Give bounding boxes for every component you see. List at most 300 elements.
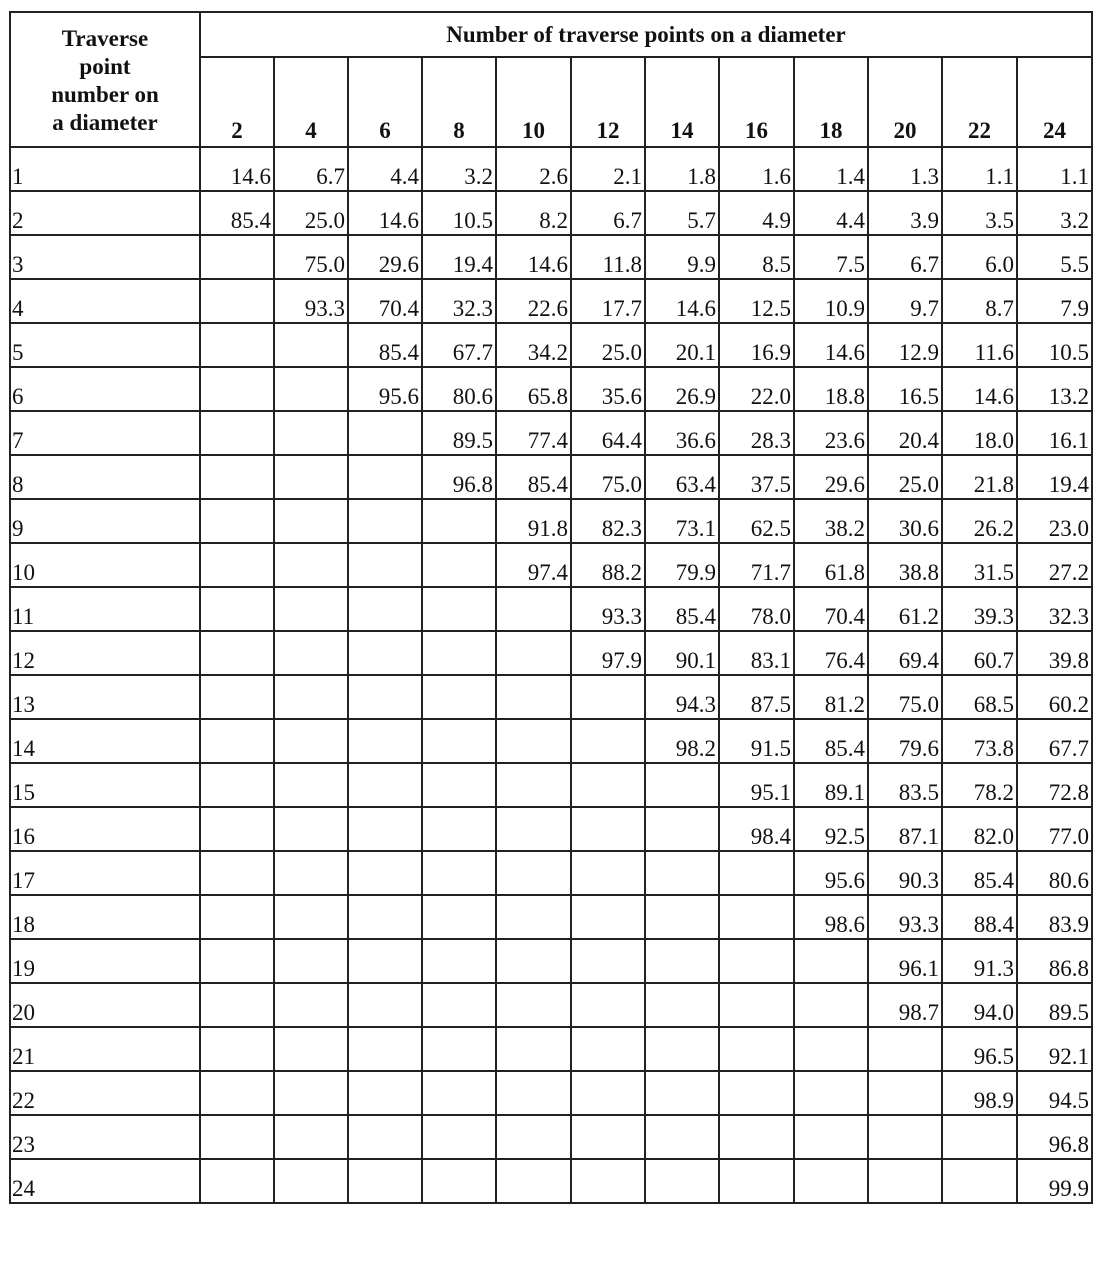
table-cell: 19.4 xyxy=(1017,455,1092,499)
table-cell xyxy=(645,939,719,983)
table-cell: 2.6 xyxy=(496,147,571,191)
table-cell: 14.6 xyxy=(496,235,571,279)
table-cell xyxy=(719,1159,794,1203)
table-cell xyxy=(274,499,348,543)
table-cell xyxy=(348,1071,422,1115)
table-cell: 9.7 xyxy=(868,279,942,323)
table-cell xyxy=(422,543,496,587)
table-cell: 91.5 xyxy=(719,719,794,763)
table-cell: 8.7 xyxy=(942,279,1017,323)
table-cell xyxy=(719,1071,794,1115)
table-cell xyxy=(645,1071,719,1115)
table-cell: 89.5 xyxy=(1017,983,1092,1027)
table-cell: 4.9 xyxy=(719,191,794,235)
row-label: 21 xyxy=(10,1027,200,1071)
table-cell xyxy=(274,543,348,587)
table-cell: 67.7 xyxy=(422,323,496,367)
row-label: 5 xyxy=(10,323,200,367)
table-cell xyxy=(422,851,496,895)
table-cell: 2.1 xyxy=(571,147,645,191)
table-cell xyxy=(496,939,571,983)
table-cell: 71.7 xyxy=(719,543,794,587)
table-cell xyxy=(571,983,645,1027)
table-cell: 11.6 xyxy=(942,323,1017,367)
table-cell xyxy=(422,939,496,983)
table-cell: 3.2 xyxy=(422,147,496,191)
table-cell: 39.3 xyxy=(942,587,1017,631)
table-cell: 32.3 xyxy=(422,279,496,323)
table-cell: 31.5 xyxy=(942,543,1017,587)
row-label: 18 xyxy=(10,895,200,939)
table-cell: 76.4 xyxy=(794,631,868,675)
table-cell xyxy=(422,1115,496,1159)
table-cell: 6.7 xyxy=(868,235,942,279)
table-cell: 73.8 xyxy=(942,719,1017,763)
table-cell xyxy=(794,1071,868,1115)
table-cell xyxy=(348,499,422,543)
table-cell: 81.2 xyxy=(794,675,868,719)
table-cell xyxy=(719,939,794,983)
table-cell xyxy=(348,719,422,763)
table-row xyxy=(10,587,1092,631)
header-row-group xyxy=(10,12,1092,57)
table-cell: 26.2 xyxy=(942,499,1017,543)
table-row xyxy=(10,939,1092,983)
table-cell: 86.8 xyxy=(1017,939,1092,983)
table-cell xyxy=(496,851,571,895)
table-row xyxy=(10,367,1092,411)
table-cell xyxy=(868,1071,942,1115)
table-cell: 98.2 xyxy=(645,719,719,763)
table-cell xyxy=(200,1027,274,1071)
table-cell: 83.1 xyxy=(719,631,794,675)
row-label: 8 xyxy=(10,455,200,499)
table-cell: 85.4 xyxy=(645,587,719,631)
table-cell xyxy=(496,675,571,719)
table-cell: 3.5 xyxy=(942,191,1017,235)
table-cell: 6.7 xyxy=(571,191,645,235)
table-cell: 19.4 xyxy=(422,235,496,279)
table-cell: 85.4 xyxy=(794,719,868,763)
table-cell xyxy=(571,895,645,939)
table-cell: 67.7 xyxy=(1017,719,1092,763)
table-cell xyxy=(571,1071,645,1115)
table-cell: 89.5 xyxy=(422,411,496,455)
table-cell: 97.4 xyxy=(496,543,571,587)
table-row xyxy=(10,1027,1092,1071)
traverse-points-table xyxy=(9,11,1093,1204)
table-cell: 25.0 xyxy=(571,323,645,367)
table-cell: 21.8 xyxy=(942,455,1017,499)
table-cell xyxy=(422,587,496,631)
corner-header-line: a diameter xyxy=(52,109,158,135)
table-cell: 25.0 xyxy=(274,191,348,235)
table-cell: 8.5 xyxy=(719,235,794,279)
table-cell: 80.6 xyxy=(422,367,496,411)
column-header-10: 10 xyxy=(496,57,571,147)
table-cell xyxy=(422,1071,496,1115)
table-cell xyxy=(200,851,274,895)
table-cell: 90.1 xyxy=(645,631,719,675)
row-label: 14 xyxy=(10,719,200,763)
row-label: 1 xyxy=(10,147,200,191)
table-cell: 38.2 xyxy=(794,499,868,543)
table-cell: 10.5 xyxy=(422,191,496,235)
table-cell xyxy=(719,1115,794,1159)
table-row xyxy=(10,631,1092,675)
table-cell xyxy=(200,499,274,543)
table-cell xyxy=(348,587,422,631)
table-cell: 11.8 xyxy=(571,235,645,279)
table-cell: 13.2 xyxy=(1017,367,1092,411)
table-cell: 96.5 xyxy=(942,1027,1017,1071)
table-cell xyxy=(274,939,348,983)
table-row xyxy=(10,675,1092,719)
column-header-12: 12 xyxy=(571,57,645,147)
table-cell xyxy=(348,455,422,499)
table-row xyxy=(10,895,1092,939)
table-cell: 98.9 xyxy=(942,1071,1017,1115)
table-cell xyxy=(942,1115,1017,1159)
table-cell: 99.9 xyxy=(1017,1159,1092,1203)
table-cell: 14.6 xyxy=(794,323,868,367)
table-row xyxy=(10,807,1092,851)
table-cell xyxy=(571,1159,645,1203)
table-cell: 39.8 xyxy=(1017,631,1092,675)
table-cell: 27.2 xyxy=(1017,543,1092,587)
table-cell xyxy=(200,939,274,983)
table-row xyxy=(10,279,1092,323)
table-cell xyxy=(200,719,274,763)
table-cell xyxy=(794,983,868,1027)
row-label: 19 xyxy=(10,939,200,983)
table-cell: 6.0 xyxy=(942,235,1017,279)
table-cell: 25.0 xyxy=(868,455,942,499)
table-cell: 96.8 xyxy=(422,455,496,499)
table-cell xyxy=(274,719,348,763)
table-cell: 30.6 xyxy=(868,499,942,543)
table-cell: 1.8 xyxy=(645,147,719,191)
table-cell xyxy=(200,1071,274,1115)
table-cell xyxy=(274,763,348,807)
column-header-4: 4 xyxy=(274,57,348,147)
table-cell xyxy=(645,1115,719,1159)
table-row xyxy=(10,1071,1092,1115)
row-label: 9 xyxy=(10,499,200,543)
table-cell xyxy=(422,499,496,543)
row-label: 17 xyxy=(10,851,200,895)
table-cell xyxy=(348,631,422,675)
table-cell: 29.6 xyxy=(348,235,422,279)
table-cell: 62.5 xyxy=(719,499,794,543)
table-cell xyxy=(348,763,422,807)
row-label: 23 xyxy=(10,1115,200,1159)
corner-header-line: number on xyxy=(51,81,159,107)
table-cell: 87.5 xyxy=(719,675,794,719)
table-cell xyxy=(794,1115,868,1159)
table-cell: 79.6 xyxy=(868,719,942,763)
group-header: Number of traverse points on a diameter xyxy=(200,12,1092,57)
table-cell xyxy=(274,631,348,675)
table-cell xyxy=(496,1027,571,1071)
table-cell: 75.0 xyxy=(274,235,348,279)
row-label: 7 xyxy=(10,411,200,455)
table-cell xyxy=(422,983,496,1027)
table-cell xyxy=(571,675,645,719)
table-cell: 14.6 xyxy=(942,367,1017,411)
table-cell: 5.7 xyxy=(645,191,719,235)
table-cell: 70.4 xyxy=(794,587,868,631)
table-cell xyxy=(496,1159,571,1203)
table-cell xyxy=(200,411,274,455)
column-header-8: 8 xyxy=(422,57,496,147)
table-cell: 3.9 xyxy=(868,191,942,235)
column-header-24: 24 xyxy=(1017,57,1092,147)
corner-header xyxy=(10,12,200,147)
table-cell xyxy=(200,895,274,939)
table-cell xyxy=(496,807,571,851)
row-label: 24 xyxy=(10,1159,200,1203)
table-cell: 75.0 xyxy=(868,675,942,719)
table-cell: 63.4 xyxy=(645,455,719,499)
table-cell xyxy=(274,411,348,455)
table-cell: 20.1 xyxy=(645,323,719,367)
table-row xyxy=(10,543,1092,587)
table-row xyxy=(10,763,1092,807)
row-label: 6 xyxy=(10,367,200,411)
table-body xyxy=(10,147,1092,1203)
table-cell: 93.3 xyxy=(274,279,348,323)
table-cell: 91.3 xyxy=(942,939,1017,983)
table-cell: 64.4 xyxy=(571,411,645,455)
table-cell xyxy=(348,807,422,851)
table-cell: 4.4 xyxy=(348,147,422,191)
table-cell xyxy=(200,455,274,499)
table-cell: 65.8 xyxy=(496,367,571,411)
table-cell xyxy=(274,1159,348,1203)
table-cell: 16.5 xyxy=(868,367,942,411)
table-cell xyxy=(422,807,496,851)
table-row xyxy=(10,147,1092,191)
row-label: 22 xyxy=(10,1071,200,1115)
table-row xyxy=(10,983,1092,1027)
table-cell xyxy=(794,939,868,983)
table-cell xyxy=(496,1115,571,1159)
table-cell: 35.6 xyxy=(571,367,645,411)
table-cell: 9.9 xyxy=(645,235,719,279)
table-cell xyxy=(571,851,645,895)
row-label: 4 xyxy=(10,279,200,323)
table-cell: 94.5 xyxy=(1017,1071,1092,1115)
table-cell: 38.8 xyxy=(868,543,942,587)
table-cell: 17.7 xyxy=(571,279,645,323)
table-cell xyxy=(348,851,422,895)
table-cell xyxy=(496,1071,571,1115)
table-cell: 77.0 xyxy=(1017,807,1092,851)
table-cell xyxy=(645,807,719,851)
table-cell: 16.9 xyxy=(719,323,794,367)
column-header-16: 16 xyxy=(719,57,794,147)
table-cell: 95.6 xyxy=(348,367,422,411)
table-cell xyxy=(348,983,422,1027)
table-cell xyxy=(274,807,348,851)
table-cell xyxy=(274,323,348,367)
table-cell: 60.7 xyxy=(942,631,1017,675)
table-cell: 73.1 xyxy=(645,499,719,543)
table-cell: 75.0 xyxy=(571,455,645,499)
table-cell: 95.6 xyxy=(794,851,868,895)
table-cell xyxy=(496,631,571,675)
table-cell: 68.5 xyxy=(942,675,1017,719)
table-row xyxy=(10,411,1092,455)
table-row xyxy=(10,1115,1092,1159)
table-cell xyxy=(719,851,794,895)
table-cell xyxy=(645,1027,719,1071)
table-cell xyxy=(348,675,422,719)
table-cell: 77.4 xyxy=(496,411,571,455)
row-label: 12 xyxy=(10,631,200,675)
table-cell xyxy=(274,675,348,719)
table-cell: 6.7 xyxy=(274,147,348,191)
column-header-22: 22 xyxy=(942,57,1017,147)
table-cell: 61.2 xyxy=(868,587,942,631)
table-cell xyxy=(719,895,794,939)
table-cell xyxy=(645,763,719,807)
table-row xyxy=(10,323,1092,367)
table-cell xyxy=(496,587,571,631)
table-cell xyxy=(348,939,422,983)
table-cell xyxy=(200,279,274,323)
table-cell: 1.3 xyxy=(868,147,942,191)
table-cell xyxy=(571,719,645,763)
table-cell xyxy=(200,1115,274,1159)
table-cell: 1.1 xyxy=(1017,147,1092,191)
table-cell: 1.6 xyxy=(719,147,794,191)
table-cell: 80.6 xyxy=(1017,851,1092,895)
table-cell: 98.7 xyxy=(868,983,942,1027)
table-cell xyxy=(274,851,348,895)
table-cell xyxy=(645,851,719,895)
table-cell: 96.1 xyxy=(868,939,942,983)
table-cell: 72.8 xyxy=(1017,763,1092,807)
table-cell xyxy=(422,675,496,719)
table-cell xyxy=(274,1027,348,1071)
table-row xyxy=(10,1159,1092,1203)
table-cell xyxy=(794,1159,868,1203)
table-cell xyxy=(868,1115,942,1159)
table-cell: 94.3 xyxy=(645,675,719,719)
table-cell xyxy=(274,587,348,631)
table-cell: 23.6 xyxy=(794,411,868,455)
table-cell xyxy=(348,1027,422,1071)
table-cell: 22.6 xyxy=(496,279,571,323)
table-cell xyxy=(571,807,645,851)
table-cell: 3.2 xyxy=(1017,191,1092,235)
table-cell xyxy=(645,1159,719,1203)
table-cell xyxy=(200,235,274,279)
table-cell xyxy=(496,983,571,1027)
table-cell xyxy=(274,983,348,1027)
table-cell: 85.4 xyxy=(200,191,274,235)
table-cell xyxy=(868,1159,942,1203)
row-label: 10 xyxy=(10,543,200,587)
table-cell xyxy=(200,763,274,807)
corner-header-line: Traverse xyxy=(61,25,149,51)
column-header-6: 6 xyxy=(348,57,422,147)
row-label: 3 xyxy=(10,235,200,279)
table-cell xyxy=(571,1027,645,1071)
table-cell: 95.1 xyxy=(719,763,794,807)
table-cell: 92.1 xyxy=(1017,1027,1092,1071)
table-cell xyxy=(274,455,348,499)
table-cell xyxy=(496,719,571,763)
table-cell: 92.5 xyxy=(794,807,868,851)
row-label: 15 xyxy=(10,763,200,807)
table-cell xyxy=(794,1027,868,1071)
table-cell: 14.6 xyxy=(645,279,719,323)
row-label: 11 xyxy=(10,587,200,631)
table-cell: 12.9 xyxy=(868,323,942,367)
table-cell: 32.3 xyxy=(1017,587,1092,631)
table-cell xyxy=(645,895,719,939)
corner-header-line: point xyxy=(79,53,131,79)
table-cell: 61.8 xyxy=(794,543,868,587)
table-cell: 1.1 xyxy=(942,147,1017,191)
table-cell: 88.4 xyxy=(942,895,1017,939)
table-cell: 12.5 xyxy=(719,279,794,323)
table-cell: 89.1 xyxy=(794,763,868,807)
table-cell: 10.5 xyxy=(1017,323,1092,367)
table-cell: 96.8 xyxy=(1017,1115,1092,1159)
table-cell xyxy=(942,1159,1017,1203)
table-cell xyxy=(200,675,274,719)
table-cell xyxy=(348,543,422,587)
table-cell: 7.5 xyxy=(794,235,868,279)
table-cell xyxy=(422,763,496,807)
table-cell: 85.4 xyxy=(496,455,571,499)
table-cell xyxy=(274,1071,348,1115)
table-cell xyxy=(200,587,274,631)
table-cell: 14.6 xyxy=(200,147,274,191)
table-cell xyxy=(200,631,274,675)
table-cell: 18.0 xyxy=(942,411,1017,455)
column-header-20: 20 xyxy=(868,57,942,147)
table-cell xyxy=(200,807,274,851)
table-cell: 7.9 xyxy=(1017,279,1092,323)
table-cell: 22.0 xyxy=(719,367,794,411)
table-cell: 8.2 xyxy=(496,191,571,235)
table-cell xyxy=(496,895,571,939)
table-cell xyxy=(348,411,422,455)
table-cell xyxy=(348,1115,422,1159)
table-cell: 20.4 xyxy=(868,411,942,455)
table-cell: 88.2 xyxy=(571,543,645,587)
table-cell xyxy=(274,895,348,939)
table-cell xyxy=(200,543,274,587)
table-cell: 18.8 xyxy=(794,367,868,411)
table-cell: 23.0 xyxy=(1017,499,1092,543)
table-cell: 29.6 xyxy=(794,455,868,499)
table-cell: 83.5 xyxy=(868,763,942,807)
table-cell: 14.6 xyxy=(348,191,422,235)
table-cell xyxy=(719,1027,794,1071)
table-cell: 98.6 xyxy=(794,895,868,939)
table-cell xyxy=(348,1159,422,1203)
table-cell xyxy=(422,631,496,675)
column-header-2: 2 xyxy=(200,57,274,147)
table-cell: 90.3 xyxy=(868,851,942,895)
table-cell: 37.5 xyxy=(719,455,794,499)
